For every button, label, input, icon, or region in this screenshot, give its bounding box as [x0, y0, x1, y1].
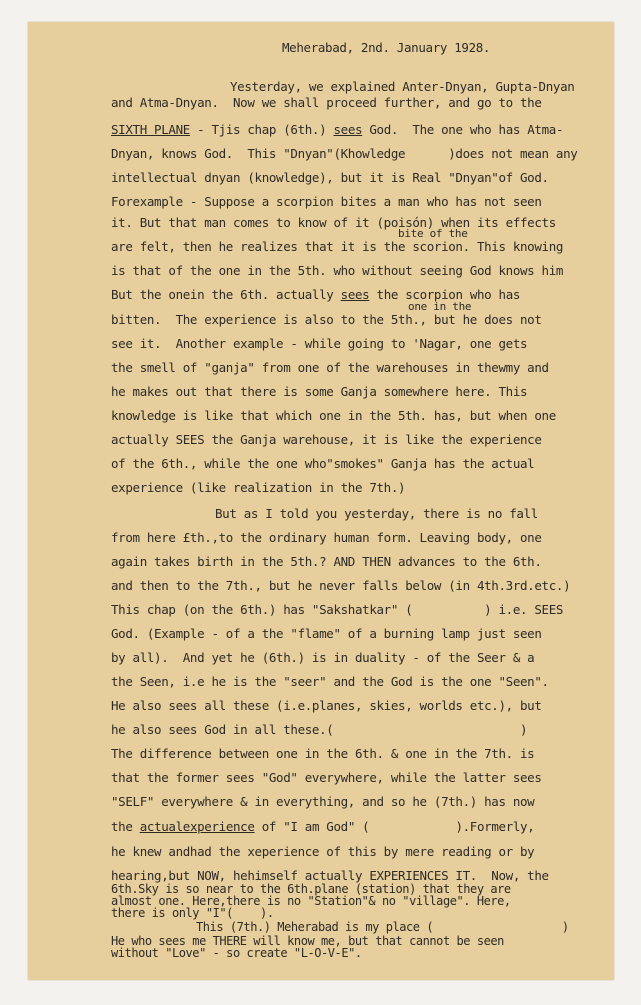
text-line-36: almost one. Here,there is no "Station"& no "village". Here,: [111, 894, 511, 908]
text-line-27: He also sees all these (i.e.planes, skies, worlds etc.), but: [111, 698, 542, 713]
text-line-25: by all). And yet he (6th.) is in duality - of the Seer & a: [111, 650, 535, 665]
text-line-19: But as I told you yesterday, there is no fall: [215, 506, 538, 521]
underlined-sees-2: sees: [340, 287, 370, 302]
text-line-24: God. (Example - of a the "flame" of a burning lamp just seen: [111, 626, 542, 641]
text-line-15: knowledge is like that which one in the 5th. has, but when one: [111, 408, 556, 423]
text-line-21: again takes birth in the 5th.? AND THEN advances to the 6th.: [111, 554, 542, 569]
text-line-8: are felt, then he realizes that it is the scorion. This knowing: [111, 239, 564, 254]
text-line-28: he also sees God in all these.( ): [111, 722, 528, 737]
interlinear-note-2: one in the: [408, 300, 472, 313]
text-line-38: This (7th.) Meherabad is my place ( ): [196, 920, 569, 934]
text-line-14: he makes out that there is some Ganja somewhere here. This: [111, 384, 528, 399]
text-line-39: He who sees me THERE will know me, but that cannot be seen: [111, 934, 504, 948]
text-line-29: The difference between one in the 6th. & one in the 7th. is: [111, 746, 535, 761]
text-line-9: is that of the one in the 5th. who without seeing God knows him: [111, 263, 564, 278]
underlined-sixth-plane: SIXTH PLANE: [111, 122, 190, 137]
text-line-12: see it. Another example - while going to 'Nagar, one gets: [111, 336, 528, 351]
text-line-26: the Seen, i.e he is the "seer" and the God is the one "Seen".: [111, 674, 549, 689]
text-line-31: "SELF" everywhere & in everything, and so he (7th.) has now: [111, 794, 535, 809]
date-line: Meherabad, 2nd. January 1928.: [282, 40, 491, 55]
text-line-4: Dnyan, knows God. This "Dnyan"(Khowledge )does not mean any: [111, 146, 578, 161]
text-line-35: 6th.Sky is so near to the 6th.plane (station) that they are: [111, 882, 511, 896]
typed-letter-page: [28, 22, 614, 980]
text-line-11: bitten. The experience is also to the 5th., but he does not: [111, 312, 542, 327]
underlined-sees: sees: [333, 122, 363, 137]
interlinear-note-1: bite of the: [398, 227, 468, 240]
text-line-6: Forexample - Suppose a scorpion bites a man who has not seen: [111, 194, 542, 209]
text-line-22: and then to the 7th., but he never falls below (in 4th.3rd.etc.): [111, 578, 571, 593]
text-line-17: of the 6th., while the one who"smokes" Ganja has the actual: [111, 456, 535, 471]
text-line-16: actually SEES the Ganja warehouse, it is like the experience: [111, 432, 542, 447]
text-line-5: intellectual dnyan (knowledge), but it is Real "Dnyan"of God.: [111, 170, 549, 185]
text-line-18: experience (like realization in the 7th.): [111, 480, 406, 495]
text-line-3: SIXTH PLANE - Tjis chap (6th.) sees God. The one who has Atma-: [111, 122, 564, 137]
text-line-40: without "Love" - so create "L-O-V-E".: [111, 946, 362, 960]
text-line-13: the smell of "ganja" from one of the warehouses in thewmy and: [111, 360, 549, 375]
text-line-33: he knew andhad the xeperience of this by mere reading or by: [111, 844, 535, 859]
text-line-1: Yesterday, we explained Anter-Dnyan, Gupta-Dnyan: [230, 79, 575, 94]
text-line-34: hearing,but NOW, hehimself actually EXPERIENCES IT. Now, the: [111, 868, 549, 883]
text-line-2: and Atma-Dnyan. Now we shall proceed further, and go to the: [111, 95, 542, 110]
underlined-actual-experience: actualexperience: [139, 819, 255, 834]
text-line-30: that the former sees "God" everywhere, while the latter sees: [111, 770, 542, 785]
text-line-23: This chap (on the 6th.) has "Sakshatkar" ( ) i.e. SEES: [111, 602, 564, 617]
text-line-32: the actualexperience of "I am God" ( ).Formerly,: [111, 819, 535, 834]
text-line-10: But the onein the 6th. actually sees the scorpion who has: [111, 287, 521, 302]
text-line-20: from here £th.,to the ordinary human form. Leaving body, one: [111, 530, 542, 545]
text-line-37: there is only "I"( ).: [111, 906, 274, 920]
text-line-7: it. But that man comes to know of it (poisón) when its effects: [111, 215, 556, 230]
